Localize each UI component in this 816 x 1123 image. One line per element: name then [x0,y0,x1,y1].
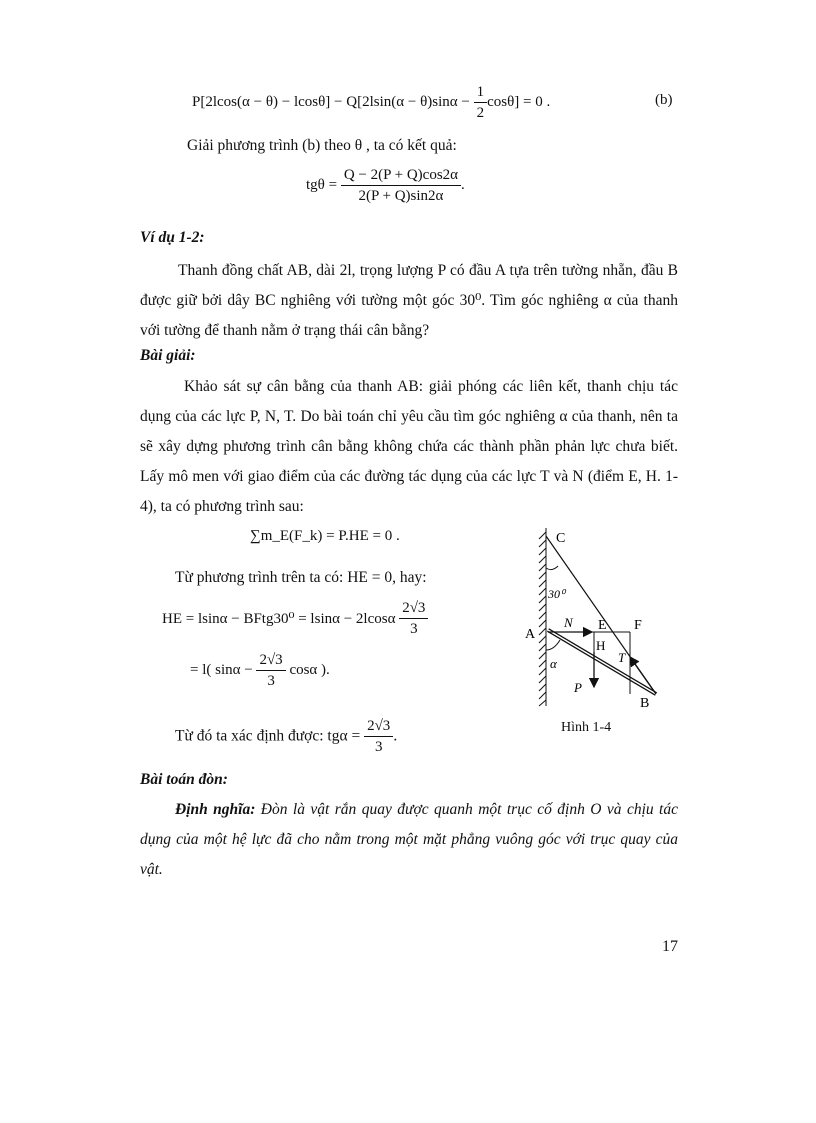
wall-hatching [539,528,546,706]
equation-b-part1: P[2lcos(α − θ) − lcosθ] − Q[2lsin(α − θ)sinα − [192,94,474,110]
page-number: 17 [662,938,678,955]
label-p: P [574,680,582,695]
equation-tg-fraction: $\frac{Q - 2(P + Q)\cos 2\alpha}{2(P + Q)\sin 2\alpha}$ [341,165,461,206]
label-c: C [556,531,566,546]
result-line: Từ đó ta xác định được: tgα = $\frac{2√3}{3}$ . [175,718,398,755]
label-alpha: α [550,656,557,671]
equation-b-part2: cosθ] = 0 . [487,94,551,110]
definition-text: Đòn là vật rắn quay được quanh một trục cố định O và chịu tác dụng của một hệ lực đã cho nằm trong một mặt phẳng vuông góc với trục quay của vật. [140,801,678,878]
equation-b [192,82,550,122]
moment-equation: ∑m_E(F_k) = P.HE = 0 . [250,528,400,544]
figure-1-4 [522,522,662,712]
label-e: E [598,618,607,633]
label-f: F [634,618,642,633]
example-paragraph: Thanh đồng chất AB, dài 2l, trọng lượng P có đầu A tựa trên tường nhẵn, đầu B được giữ bởi dây BC nghiêng với tường một góc 30⁰. Tìm góc nghiêng α của thanh với tường để thanh nằm ở trạng thái cân bằng? [140,262,678,339]
angle-30-arc [546,566,558,570]
he-equation-line1: HE = lsinα − BFtg30⁰ = lsinα − 2lcosα $\frac{2√3}{3}$ [162,598,428,639]
label-30: 30⁰ [548,587,565,601]
solution-paragraph: Khảo sát sự cân bằng của thanh AB: giải phóng các liên kết, thanh chịu tác dụng của các lực P, N, T. Do bài toán chỉ yêu cầu tìm góc nghiêng α của thanh, nên ta sẽ xây dựng phương trình cân bằng không chứa các thành phần phản lực chưa biết. Lấy mô men với giao điểm của các đường tác dụng của các lực T và N (điểm E, H. 1-4), ta có phương trình sau: [140,378,678,515]
from-equation-text: Từ phương trình trên ta có: HE = 0, hay: [175,569,427,586]
definition-label: Định nghĩa: [175,801,256,818]
label-b: B [640,696,650,711]
he-fraction-2: $\frac{2√3}{3}$ [256,650,285,691]
label-n: N [564,615,573,630]
equation-tg-theta: tgθ = $\frac{Q - 2(P + Q)\cos 2\alpha}{2(P + Q)\sin 2\alpha}$ . [306,167,465,204]
he-equation-line2: = l( sinα − $\frac{2√3}{3}$ cosα ). [190,652,330,689]
lever-heading: Bài toán đòn: [140,771,228,788]
example-heading: Ví dụ 1-2: [140,229,205,246]
result-fraction: $\frac{2√3}{3}$ [364,716,393,757]
solve-text: Giải phương trình (b) theo θ , ta có kết quả: [187,137,457,154]
label-t: T [618,650,626,665]
figure-caption: Hình 1-4 [561,720,612,735]
label-h: H [596,638,606,653]
lever-definition [140,795,678,885]
equation-tg-lhs: tgθ = [306,177,338,193]
solution-heading: Bài giải: [140,347,196,364]
he-fraction: $\frac{2√3}{3}$ [399,598,428,639]
equation-b-tag: (b) [655,92,673,108]
label-a: A [525,627,536,642]
equation-b-fraction: $\frac{1}{2}$ [474,82,488,123]
angle-alpha-arc [546,640,560,650]
